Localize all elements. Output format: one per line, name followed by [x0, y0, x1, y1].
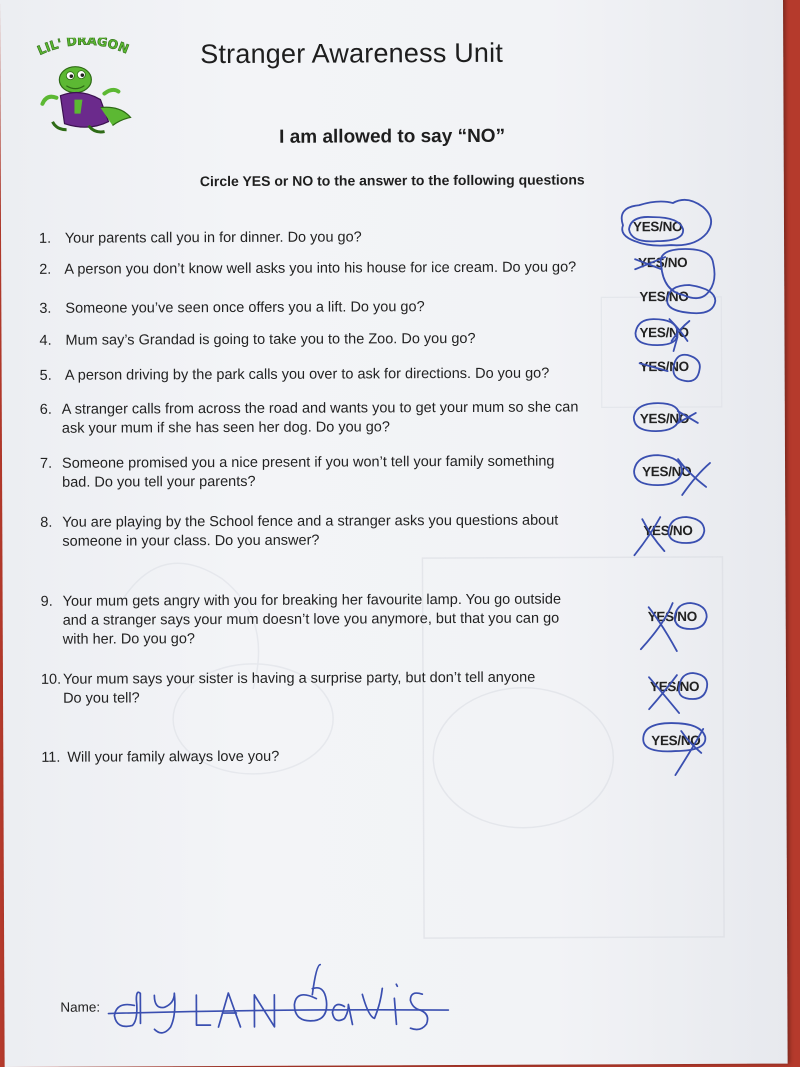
question-text-line-1: Your mum gets angry with you for breaking her favourite lamp. You go outside: [62, 591, 562, 610]
answer-options-6[interactable]: YES/NO: [639, 410, 690, 427]
question-text-line-2: someone in your class. Do you answer?: [62, 532, 320, 550]
answer-options-1[interactable]: YES/NO: [632, 219, 683, 235]
question-text-line-1: Your mum says your sister is having a surprise party, but don’t tell anyone: [62, 669, 536, 688]
question-text-line-2: bad. Do you tell your parents?: [62, 473, 256, 491]
answer-options-11[interactable]: YES/NO: [651, 732, 701, 749]
question-text-line-2: Do you tell?: [63, 690, 140, 707]
question-number: 9.: [40, 593, 53, 610]
answer-options-7[interactable]: YES/NO: [642, 463, 692, 480]
question-6: [40, 398, 579, 438]
question-number: 2.: [39, 261, 52, 278]
question-text-line-2: and a stranger says your mum doesn’t love you anymore, but that you can go: [62, 610, 560, 629]
svg-text:LIL' DRAGON: [35, 37, 131, 58]
question-text: A person you don’t know well asks you into his house for ice cream. Do you go?: [64, 259, 577, 278]
question-text: A person driving by the park calls you over to ask for directions. Do you go?: [64, 365, 550, 384]
question-10: [41, 669, 535, 709]
question-number: 11.: [41, 749, 61, 766]
question-9: [41, 591, 562, 650]
question-5: [40, 365, 550, 386]
question-text-line-2: ask your mum if she has seen her dog. Do you go?: [61, 419, 390, 437]
answer-options-5[interactable]: YES/NO: [639, 358, 689, 375]
question-4: [39, 330, 475, 351]
page-title: Stranger Awareness Unit: [200, 37, 504, 70]
name-label: Name:: [60, 999, 101, 1015]
question-7: [40, 453, 555, 493]
question-8: [40, 512, 558, 552]
question-number: 4.: [39, 332, 52, 349]
answer-options-9[interactable]: YES/NO: [647, 608, 697, 625]
question-3: [39, 298, 424, 319]
question-number: 8.: [40, 514, 53, 531]
logo-text: LIL' DRAGON: [34, 37, 132, 58]
question-number: 1.: [39, 230, 52, 247]
page-subtitle: I am allowed to say “NO”: [279, 125, 506, 148]
answer-options-4[interactable]: YES/NO: [639, 324, 689, 341]
question-number: 10.: [40, 671, 62, 688]
question-2: [39, 258, 576, 279]
answer-options-8[interactable]: YES/NO: [643, 522, 693, 539]
question-text: Your parents call you in for dinner. Do you go?: [64, 229, 362, 247]
question-1: [39, 228, 362, 248]
instruction-text: Circle YES or NO to the answer to the following questions: [199, 171, 585, 190]
question-text: Someone you’ve seen once offers you a lift. Do you go?: [65, 299, 425, 317]
question-text: Mum say’s Grandad is going to take you to the Zoo. Do you go?: [65, 330, 476, 349]
answer-options-3[interactable]: YES/NO: [639, 288, 689, 305]
question-11: [41, 748, 279, 768]
question-number: 3.: [39, 300, 52, 317]
handwritten-name[interactable]: [114, 988, 444, 1029]
question-text-line-1: You are playing by the School fence and a stranger asks you questions about: [62, 512, 559, 531]
question-text-line-3: with her. Do you go?: [62, 631, 196, 648]
question-number: 6.: [39, 401, 52, 418]
question-text-line-1: A stranger calls from across the road and wants you to get your mum so she can: [61, 399, 579, 418]
question-text-line-1: Someone promised you a nice present if you won’t tell your family something: [61, 453, 555, 472]
question-number: 7.: [39, 455, 53, 472]
answer-options-10[interactable]: YES/NO: [649, 678, 700, 695]
answer-options-2[interactable]: YES/NO: [638, 255, 688, 271]
question-text: Will your family always love you?: [67, 748, 280, 766]
question-number: 5.: [39, 367, 52, 384]
